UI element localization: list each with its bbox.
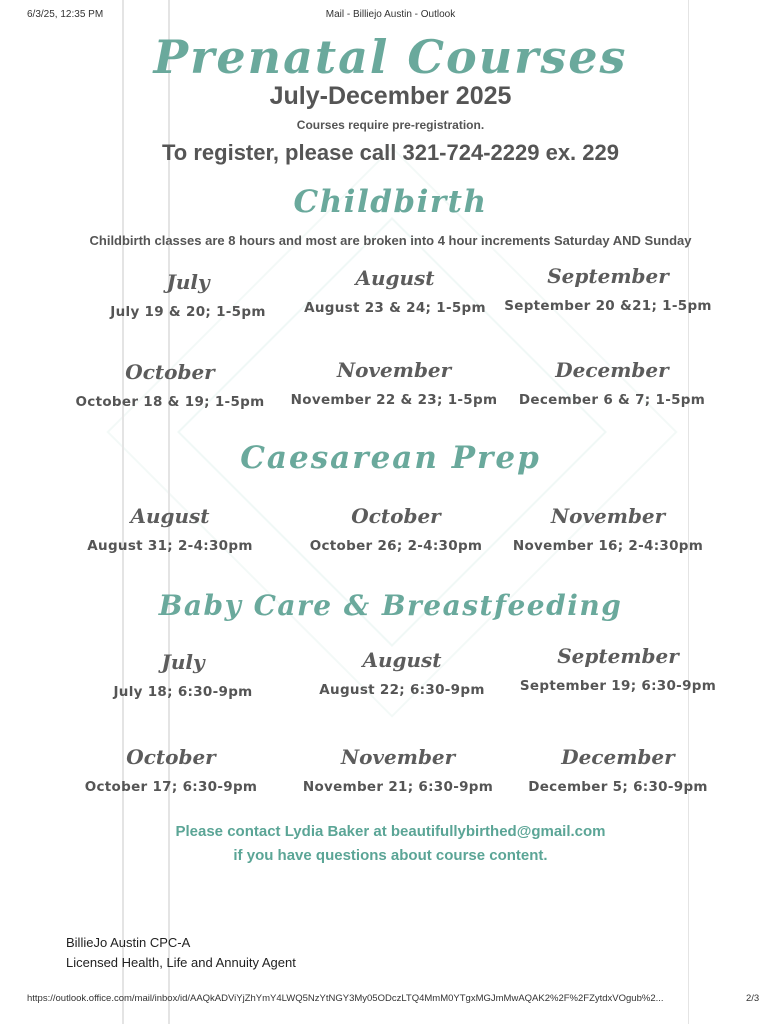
session-month: July — [166, 270, 210, 294]
babycare-session — [488, 644, 748, 694]
session-date: September 20 &21; 1-5pm — [504, 298, 712, 314]
page-title: Prenatal Courses — [153, 30, 628, 84]
session-month: August — [355, 266, 435, 290]
childbirth-session — [478, 264, 738, 314]
session-month: December — [555, 358, 669, 382]
session-month: September — [547, 264, 669, 288]
session-month: July — [161, 650, 205, 674]
session-date: October 17; 6:30-9pm — [84, 779, 258, 795]
session-date: November 16; 2-4:30pm — [512, 538, 704, 554]
section-heading-baby-care: Baby Care & Breastfeeding — [158, 589, 623, 622]
session-month: August — [362, 648, 442, 672]
session-date: November 21; 6:30-9pm — [302, 779, 494, 795]
print-footer-url: https://outlook.office.com/mail/inbox/id/AAQkADViYjZhYmY4LWQ5NzYtNGY3My05ODczLTQ4MmM0YTgxMGJmMwAQAK2%2F%2FZytdxVOgub%2... — [27, 993, 664, 1004]
session-date: July 18; 6:30-9pm — [113, 684, 253, 700]
session-date: July 19 & 20; 1-5pm — [110, 304, 266, 320]
session-date: September 19; 6:30-9pm — [519, 678, 717, 694]
contact-questions-line: if you have questions about course content. — [233, 847, 548, 864]
session-month: November — [336, 358, 452, 382]
session-date: October 18 & 19; 1-5pm — [75, 394, 265, 410]
session-date: August 31; 2-4:30pm — [87, 538, 253, 554]
section-heading-caesarean-prep: Caesarean Prep — [240, 440, 541, 476]
contact-line: Please contact Lydia Baker at beautifullybirthed@gmail.com — [175, 823, 606, 840]
session-date: November 22 & 23; 1-5pm — [290, 392, 498, 408]
babycare-session — [41, 745, 301, 795]
session-date: August 23 & 24; 1-5pm — [304, 300, 486, 316]
childbirth-session — [40, 360, 300, 410]
session-month: November — [550, 504, 666, 528]
session-month: October — [125, 360, 215, 384]
print-page-number: 2/3 — [746, 993, 760, 1004]
section-heading-childbirth: Childbirth — [293, 184, 488, 220]
signature-name: BillieJo Austin CPC-A — [66, 935, 191, 950]
childbirth-description: Childbirth classes are 8 hours and most are broken into 4 hour increments Saturday AND Sunday — [89, 233, 692, 248]
session-date: December 6 & 7; 1-5pm — [518, 392, 706, 408]
print-window-title: Mail - Billiejo Austin - Outlook — [325, 9, 456, 20]
registration-note: Courses require pre-registration. — [296, 118, 485, 132]
session-date: December 5; 6:30-9pm — [528, 779, 708, 795]
session-date: August 22; 6:30-9pm — [319, 682, 485, 698]
caesarean-session — [40, 504, 300, 554]
session-month: October — [126, 745, 216, 769]
session-month: October — [351, 504, 441, 528]
print-datetime: 6/3/25, 12:35 PM — [27, 9, 104, 20]
session-month: August — [130, 504, 210, 528]
caesarean-session — [478, 504, 738, 554]
session-month: September — [557, 644, 679, 668]
signature-title: Licensed Health, Life and Annuity Agent — [66, 955, 296, 970]
register-phone-line: To register, please call 321-724-2229 ex. 229 — [161, 140, 619, 165]
session-date: October 26; 2-4:30pm — [309, 538, 483, 554]
babycare-session — [488, 745, 748, 795]
session-month: December — [561, 745, 675, 769]
childbirth-session — [482, 358, 742, 408]
session-month: November — [340, 745, 456, 769]
page-subtitle: July-December 2025 — [269, 82, 512, 110]
